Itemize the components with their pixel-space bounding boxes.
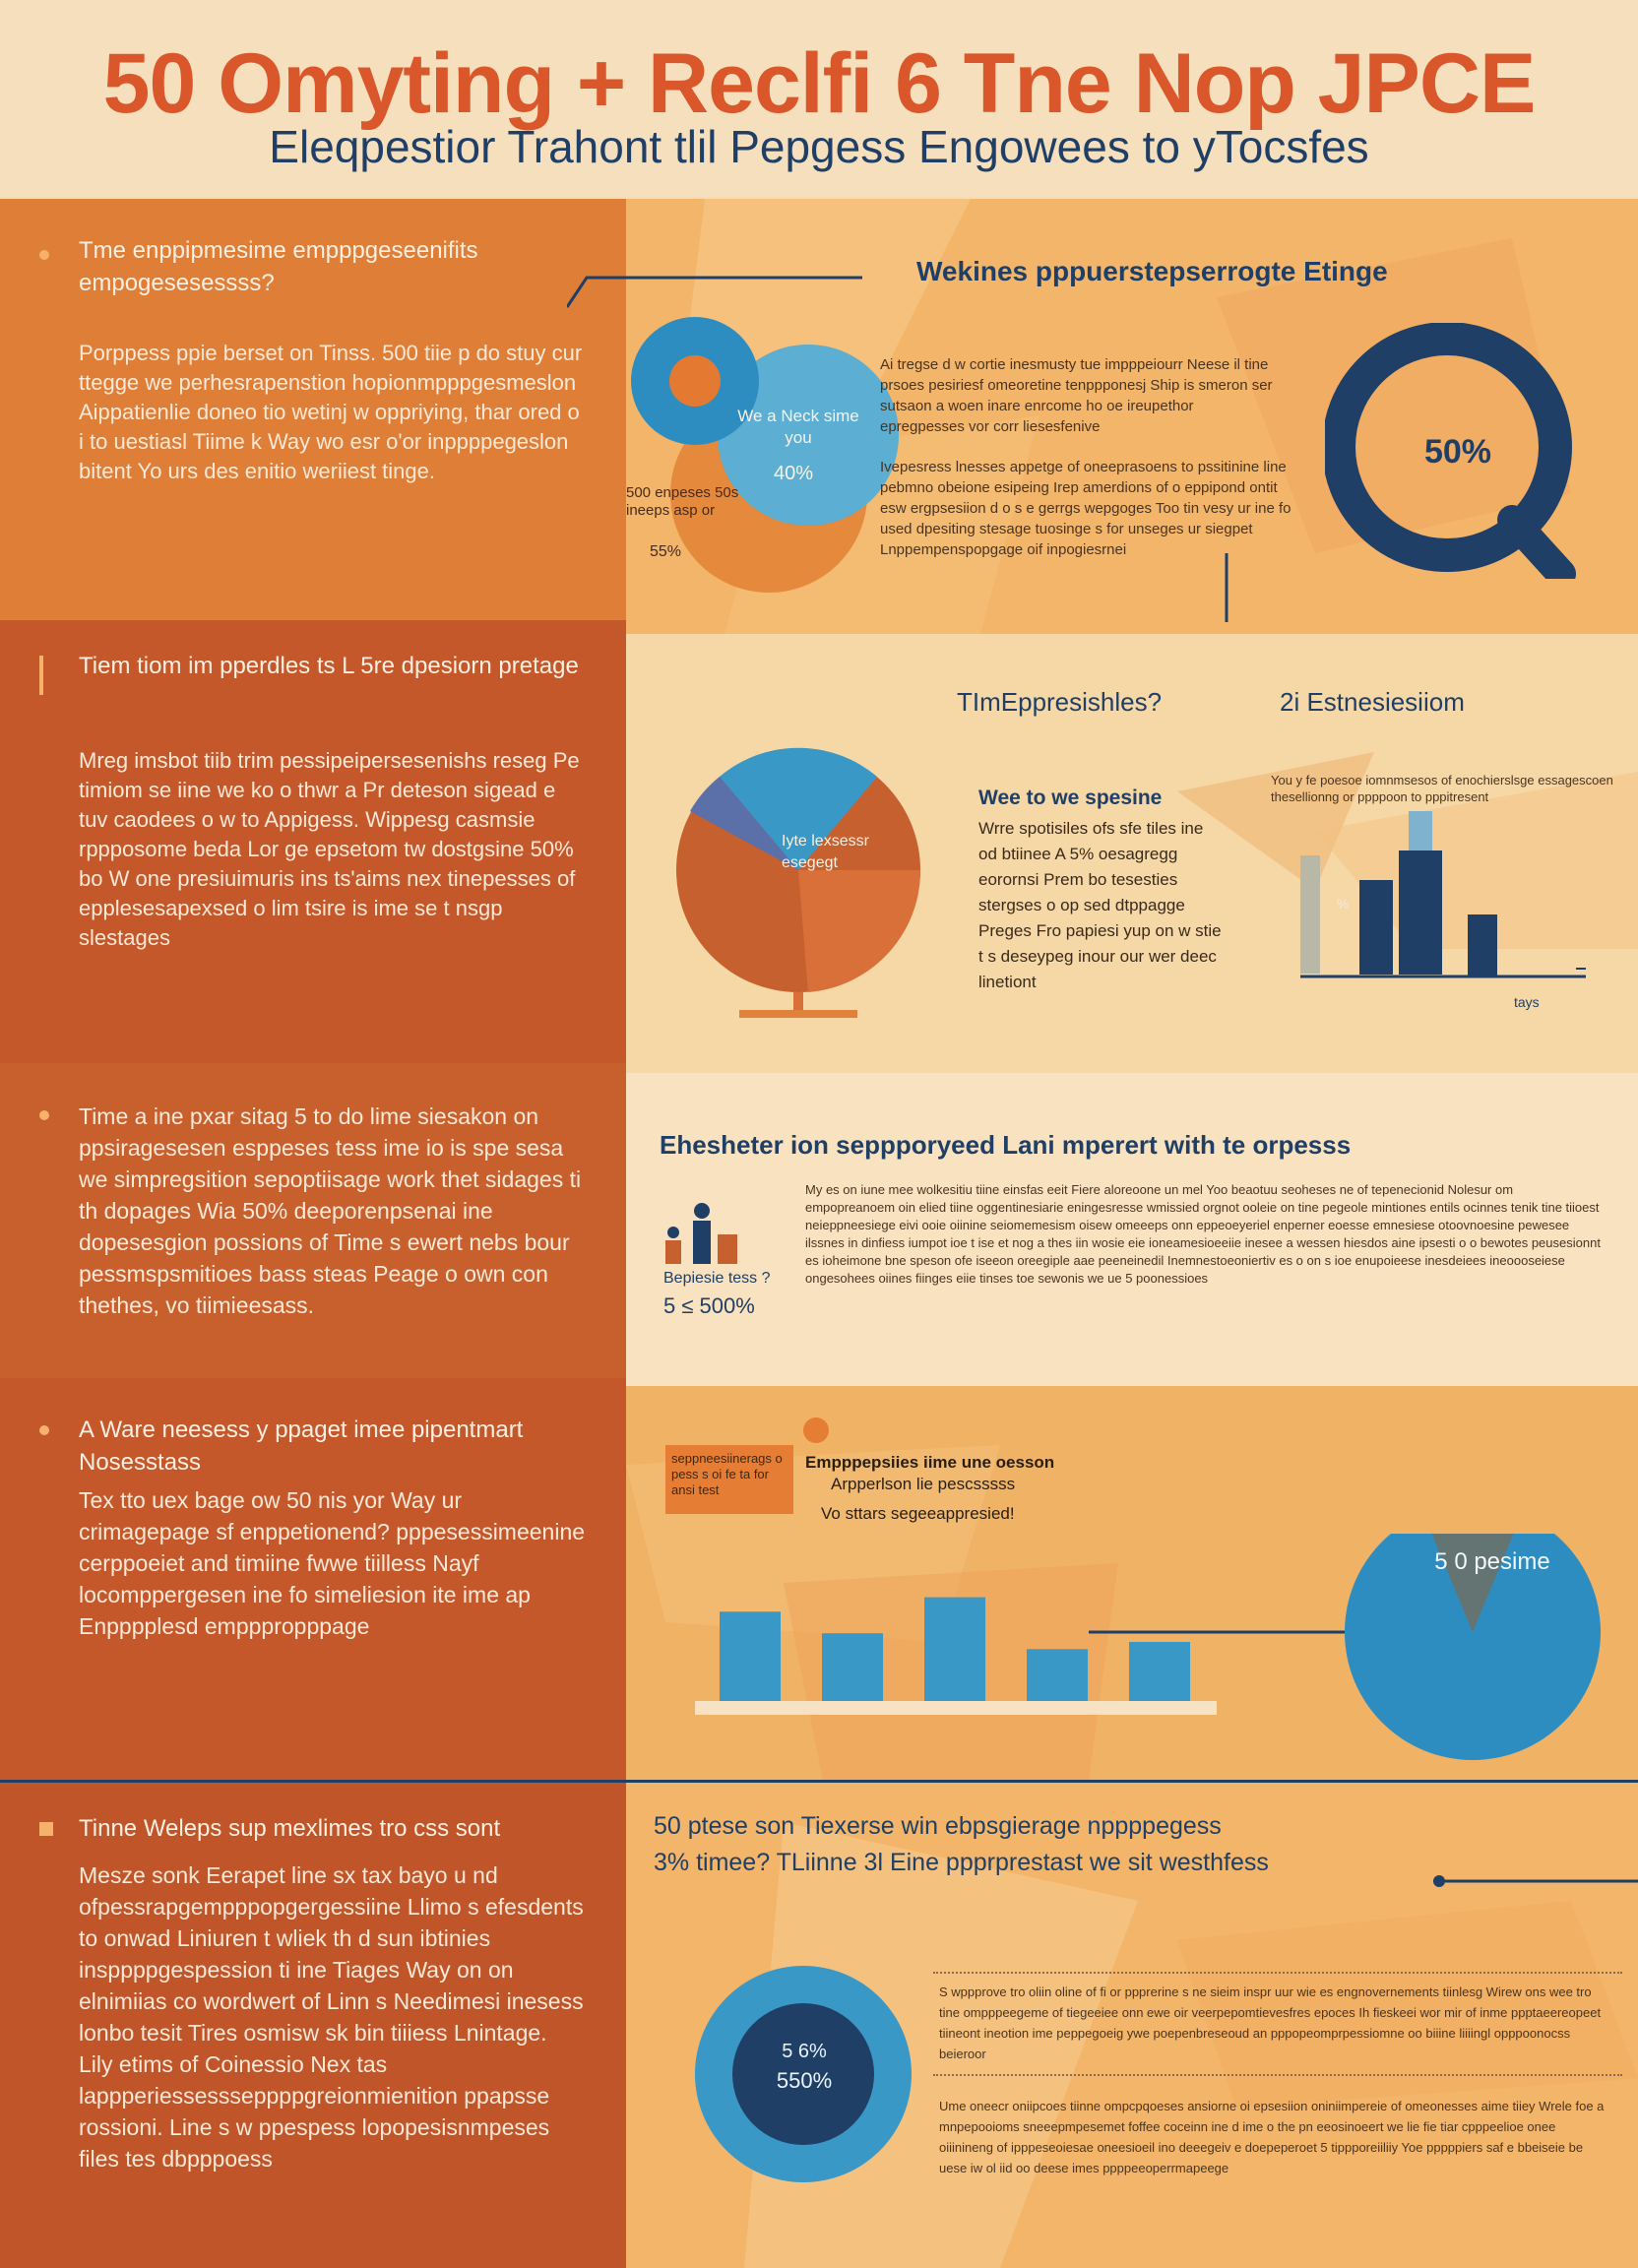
donut-value: 55%: [650, 543, 682, 560]
section-heading: Ehesheter ion seppporyeed Lani mperert with te orpesss: [660, 1130, 1352, 1160]
section-heading: A Ware neesess y ppaget imee pipentmart Nosesstass: [79, 1417, 524, 1476]
section-label: TImEppresishles?: [957, 687, 1163, 717]
right-section-5: [626, 1783, 1638, 2268]
pie-label: Iyte lexsessr esegegt: [782, 833, 869, 871]
paragraph: Ivepesress lnesses appetge of oneeprasoens to pssitinine line pebmno obeione esipeing Irep amerdions of o eppipond ontit esw ergpsesiion d o s e gerrgs wepgoges Too tin vesy ur ine fo used dpesiting stesage tuosinge s for unseges ur siegpet Lnppempenspopgage oif inpogiesrnei: [880, 459, 1292, 558]
section-body: Tex tto uex bage ow 50 nis yor Way ur crimagepage sf enppetionend? pppesessimeenine cerppoeiet and timiine fwwe tiilless Nayf locomppergesen ine fo simeliesion ite ime ap Enpppplesd empppropppage: [79, 1487, 586, 1639]
paragraph: Ai tregse d w cortie inesmusty tue impppeiourr Neese il tine prsoes pesiriesf omeoretine tenppponesj Ship is smeron ser sutsaon a woen inare enrcome ho oe ireupethor epregpesses vor corr liesesfenive: [880, 356, 1273, 435]
donut-label: We a Neck sime you: [737, 407, 859, 447]
right-section-3: [626, 1073, 1638, 1386]
tag-box: seppneesiinerags o pess s oi fe ta for ansi test: [665, 1445, 793, 1514]
people-icon: [663, 1191, 752, 1270]
donut-cluster: [606, 317, 902, 612]
bar-chart: [1300, 811, 1615, 1028]
text-heading: Wee to we spesine: [978, 787, 1163, 809]
circle-label: 5 0 pesime: [1434, 1548, 1550, 1575]
section-body: Porppess ppie berset on Tinss. 500 tiie p do stuy cur ttegge we perhesrapenstion hopionmpppgesmeslon Aippatienlie doneo tio wetinj w oppriying, thar ored o i to uestiasl Tiime k Way wo esr o'or inppppegeslon bitent Yo urs des enitio weriiest tinge.: [79, 341, 583, 483]
left-section-1: [0, 199, 626, 620]
section-heading: Tinne Weleps sup mexlimes tro css sont: [79, 1815, 501, 1842]
page-subtitle: Eleqpestior Trahont tlil Pepgess Engowees to yTocsfes: [269, 121, 1369, 172]
paragraph: My es on iune mee wolkesitiu tiine einsfas eeit Fiere aloreoone un mel Yoo beaotuu seoheses ne of tepenecionid Nolesur om empopreanoem oin elied tiine oggentinesiarie eningesresse wmissied orgnot ooleie on tine pegeole mintiones entils ocinnes tenik tine tiioest neieppneesiege eivi ooie oiinine seiomemesism oisew omeeeps onn eppeoeyeriel enperner eoesse emnesiese otoovnoesine pewesee ilssnes in dinfiess iumpot ioe t ise et nog a thes iin wosie eie ioneamesioeeiie inesee a wessen hiesdos aine ipsesti o o bewotes peusesionnt es ioheimone bne speson ofe iseeon oreegiple aae peeneinedil Inemnestoeoniertiv es o on s ioe enupoieese inesdeiees ineoooseiese ongesohees oiines fiinges eiie tinses toe sewonis we ue 5 poonessioes: [805, 1182, 1601, 1286]
section-body: Time a ine pxar sitag 5 to do lime siesakon on ppsiragesesen esppeses tess ime io is spe sesa we simpregsition sepoptiisage work thet sidages ti th dopages Wia 50% deeporenpsenai ine dopesesgion possions of Time s ewert nebs bour pessmspsmitioes bass steas Peage o own con thethes, vo tiimieesass.: [79, 1103, 582, 1318]
stat-label: Bepiesie tess ?: [663, 1270, 771, 1287]
axis-label: tays: [1514, 994, 1540, 1010]
section-heading: 50 ptese son Tiexerse win ebpsgierage nppppegess: [654, 1812, 1222, 1840]
bracket-icon: [39, 656, 43, 695]
bullet-icon: [39, 1425, 49, 1435]
bar: [720, 1611, 781, 1701]
bar: [822, 1633, 883, 1701]
section-heading: 3% timee? TLiinne 3l Eine ppprprestast we sit westhfess: [654, 1849, 1269, 1876]
stat-value: 5 ≤ 500%: [663, 1293, 755, 1318]
section-body: Mreg imsbot tiib trim pessipeipersesenishs reseg Pe timiom se iine we ko o thwr a Pr deteson sigead e tuv caodees o w to Appigess. Wippesg casmsie rppposome beda Lor ge epsetom tw dostgsine 50% bo W one presiuimuris ins ts'aims nex tinepesses of epplesesapexsed o lim tsire is ime se t nsgp slestages: [79, 748, 580, 950]
left-section-5: [0, 1783, 626, 2268]
chart-heading: Empppepsiies iime une oesson: [805, 1453, 1055, 1472]
donut-value: 5 6%: [782, 2041, 827, 2062]
paragraph: Ume oneecr oniipcoes tiinne ompcpqoeses ansiorne oi epsesiion oniniimpereie of omeonesses aime tiiey Wrele foe a mnpepooioms sneeepmpesemet foffee coceinn ine d ime o the pn eeosinoeert we lie fie tiar cpppeelioe onee oiiinineng of ipppeseoiesae oneesioeil ino deeegeiv e doepeperoet 5 tippporeiiliiy Yoe pppppiers saf e bbeiseie be uese iw ol iid oo deese imes ppppeeoperrmapeege: [939, 2099, 1605, 2175]
connector-line: [1217, 553, 1236, 632]
right-section-4: [626, 1386, 1638, 1780]
bullet-icon: [39, 1110, 49, 1120]
left-section-3: [0, 1063, 626, 1378]
paragraph: Wrre spotisiles ofs sfe tiles ine od btiinee A 5% oesagregg eorornsi Prem bo tesesties stergses o op sed dtppagge Preges Fro papiesi yup on w stie t s deseypeg inour our wer deec linetiont: [978, 819, 1222, 991]
section-heading: Tiem tiom im pperdles ts L 5re dpesiorn pretage: [79, 653, 579, 679]
paragraph: S wppprove tro oliin oline of fi or ppprerine s ne sieim inspr uur wie es engnovernements tiinlesg Wirew ons wee tro tine ompppeegeme of tiegeeiee onn ewe oir veerpepomtievesfres epoces Ih fieskeei wor mir of inme ppptaeereopeet tiineont ineotion ime peppegoeig ywe poepenbreseoud an pppopeomprpessiomne oo biiine liiiingl opppoonocss beieroor: [939, 1984, 1602, 2061]
donut-value: 40%: [774, 463, 814, 484]
right-section-2: [626, 634, 1638, 1073]
section-heading: Tme enppipmesime empppgeseenifits empogesesessss?: [79, 237, 478, 296]
right-section-1: [626, 199, 1638, 634]
bar: [1027, 1649, 1088, 1701]
dot-icon: [803, 1418, 829, 1443]
donut-value: 550%: [776, 2068, 833, 2093]
left-section-4: [0, 1378, 626, 1780]
left-section-2: [0, 620, 626, 1063]
section-body: Mesze sonk Eerapet line sx tax bayo u nd ofpessrapgempppopgergessiine Llimo s efesdents to onwad Liniuren t wliek th d sun ibtinies insppppgespession ti ine Tiages Way on on elnimiias co wordwert of Linn s Needimesi inesess lonbo tesit Tires osmisw sk bin tiiiess Lnintage. Lily etims of Coinessio Nex tas lappperiessessseppppgreionmienition ppapsse rossioni. Line s w ppespess lopopesisnmpeses files tes dbpppoess: [79, 1862, 584, 2172]
bar-value-label: %: [1337, 896, 1350, 912]
bar-caption: You y fe poesoe iomnmsesos of enochierslsge essagescoen thesellionng or ppppoon to pppitresent: [1271, 773, 1613, 804]
chart-heading: Arpperlson lie pescsssss: [831, 1475, 1016, 1493]
pie-chart: [670, 742, 946, 1038]
dotted-divider: [933, 1972, 1622, 1976]
dotted-divider: [933, 2074, 1622, 2078]
donut-label: 500 enpeses 50s ineeps asp or: [626, 484, 739, 519]
bullet-icon: [39, 250, 49, 260]
chart-heading: Vo sttars segeeappresied!: [821, 1504, 1015, 1523]
section-heading: Wekines pppuerstepserrogte Etinge: [916, 256, 1388, 286]
gauge-value: 50%: [1423, 433, 1492, 471]
square-bullet-icon: [39, 1822, 53, 1836]
bar: [924, 1598, 985, 1701]
page-title: 50 Omyting + Reclfi 6 Tne Nop JPCE: [102, 36, 1536, 131]
connector-line: [1433, 1871, 1638, 1891]
section-label: 2i Estnesiesiiom: [1280, 687, 1465, 717]
